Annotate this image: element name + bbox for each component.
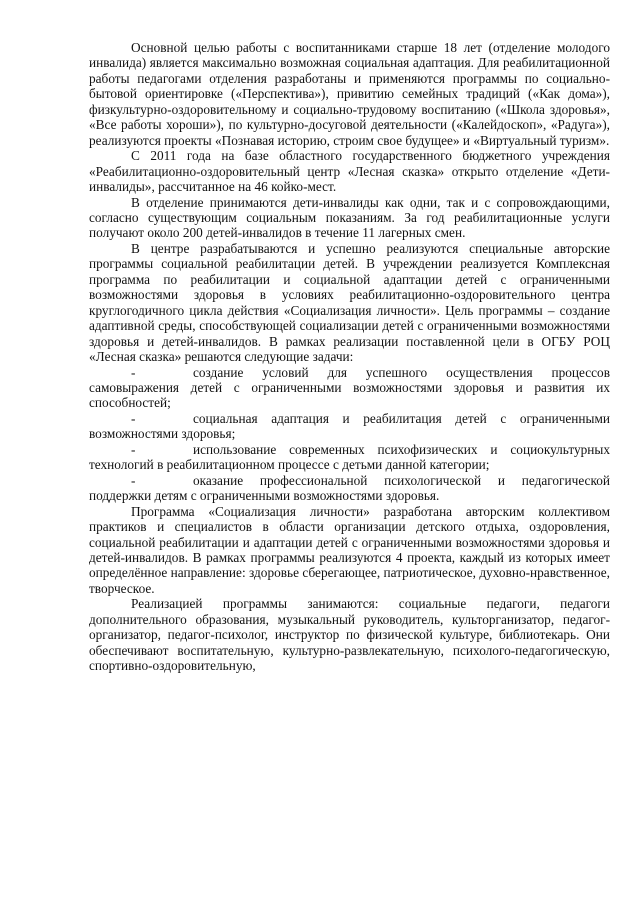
list-marker: - [131, 441, 136, 457]
paragraph-programs: В центре разрабатываются и успешно реализуются специальные авторские программы социальной реабилитации детей. В учреждении реализуется Комплексная программа по реабилитации и социальной адаптации детей с ограниченными возможностями здоровья в условиях реабилитационно-оздоровительного центра круглогодичного цикла действия «Социализация личности». Цель программы – создание адаптивной среды, способствующей социализации детей с ограниченными возможностями здоровья и детей-инвалидов. В рамках реализации поставленной цели в ОГБУ РОЦ «Лесная сказка» решаются следующие задачи: [89, 240, 610, 365]
list-marker: - [131, 410, 136, 426]
list-item-social-adaptation [89, 411, 610, 442]
paragraph-young-disabled-department: Основной целью работы с воспитанниками старше 18 лет (отделение молодого инвалида) является максимально возможная социальная адаптация. Для реабилитационной работы педагогами отделения разработаны и применяются программы по социально-бытовой ориентировке («Перспектива»), привитию семейных традиций («Как дома»), физкультурно-оздоровительному и социально-трудовому воспитанию («Школа здоровья», «Все работы хороши»), по культурно-досуговой деятельности («Калейдоскоп», «Радуга»), реализуются проекты «Познавая историю, строим свое будущее» и «Виртуальный туризм». [89, 40, 610, 148]
list-marker: - [131, 364, 136, 380]
list-item-self-expression [89, 365, 610, 411]
list-item-technologies [89, 442, 610, 473]
paragraph-admission: В отделение принимаются дети-инвалиды как одни, так и с сопровождающими, согласно существующим социальным показаниям. За год реабилитационные услуги получают около 200 детей-инвалидов в течение 11 лагерных смен. [89, 194, 610, 241]
list-item-text: социальная адаптация и реабилитация детей с ограниченными возможностями здоровья; [89, 410, 610, 442]
paragraph-program-authors: Программа «Социализация личности» разработана авторским коллективом практиков и специалистов в области организации детского отдыха, оздоровления, социальной реабилитации и адаптации детей с ограниченными возможностями здоровья и детей-инвалидов. В рамках программы реализуются 4 проекта, каждый из которых имеет определённое направление: здоровье сберегающее, патриотическое, духовно-нравственное, творческое. [89, 503, 610, 596]
paragraph-staff: Реализацией программы занимаются: социальные педагоги, педагоги дополнительного образования, музыкальный руководитель, культорганизатор, педагог-организатор, педагог-психолог, инструктор по физической культуре, библиотекарь. Они обеспечивают воспитательную, культурно-развлекательную, психолого-педагогическую, спортивно-оздоровительную, [89, 596, 610, 674]
list-item-text: создание условий для успешного осуществления процессов самовыражения детей с ограниченными возможностями здоровья и развития их способностей; [89, 364, 610, 411]
list-marker: - [131, 472, 136, 488]
list-item-support [89, 473, 610, 504]
list-item-text: использование современных психофизических и социокультурных технологий в реабилитационном процессе с детьми данной категории; [89, 441, 610, 473]
paragraph-center-history: С 2011 года на базе областного государственного бюджетного учреждения «Реабилитационно-оздоровительный центр «Лесная сказка» открыто отделение «Дети-инвалиды», рассчитанное на 46 койко-мест. [89, 148, 610, 195]
list-item-text: оказание профессиональной психологической и педагогической поддержки детям с ограниченными возможностями здоровья. [89, 472, 610, 504]
